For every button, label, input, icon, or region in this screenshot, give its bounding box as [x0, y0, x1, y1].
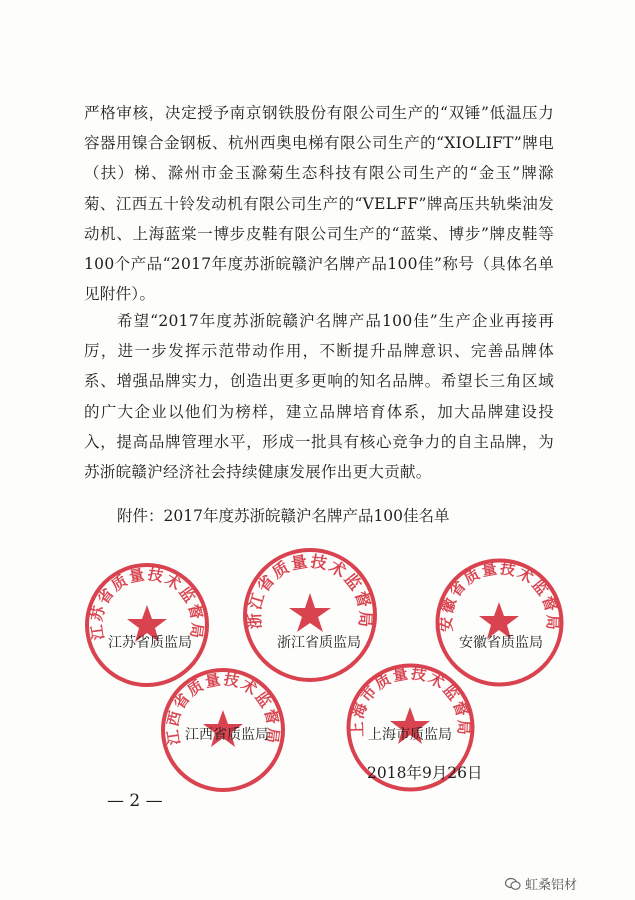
seal-text: 江西省质量技术监督局	[163, 670, 283, 747]
anhui-bureau-label: 安徽省质监局	[459, 635, 543, 651]
seal-text: 上海市质量技术监督局	[348, 664, 473, 738]
zhejiang-bureau-label: 浙江省质监局	[277, 635, 361, 651]
watermark-text: 虹桑铝材	[525, 878, 578, 893]
page-number: — 2 —	[107, 791, 163, 811]
seal-text: 江苏省质量技术监督局	[87, 565, 207, 642]
attachment-note: 附件：2017年度苏浙皖赣沪名牌产品100佳名单	[117, 507, 450, 525]
body-paragraph-1: 严格审核，决定授予南京钢铁股份有限公司生产的“双锤”低温压力容器用镍合金钢板、杭州西奥电梯有限公司生产的“XIOLIFT”牌电（扶）梯、滁州市金玉滁菊生态科技有限公司生产的“金玉”牌滁菊、江西五十铃发动机有限公司生产的“VELFF”牌高压共轨柴油发动机、上海蓝棠一博步皮鞋有限公司生产的“蓝棠、博步”牌皮鞋等100个产品“2017年度苏浙皖赣沪名牌产品100佳”称号（具体名单见附件）。	[84, 104, 554, 304]
jiangxi-bureau-label: 江西省质监局	[185, 727, 269, 743]
seal-text: 安徽省质量技术监督局	[437, 559, 562, 633]
issue-date: 2018年9月26日	[367, 764, 483, 782]
body-paragraph-2: 希望“2017年度苏浙皖赣沪名牌产品100佳”生产企业再接再厉，进一步发挥示范带动作用，不断提升品牌意识、完善品牌体系、增强品牌实力，创造出更多更响的知名品牌。希望长三角区域的广大企业以他们为榜样，建立品牌培育体系，加大品牌建设投入，提高品牌管理水平，形成一批具有核心竞争力的自主品牌，为苏浙皖赣沪经济社会持续健康发展作出更大贡献。	[84, 312, 554, 482]
jiangsu-bureau-label: 江苏省质监局	[108, 635, 192, 651]
watermark	[505, 874, 577, 893]
seal-text: 浙江省质量技术监督局	[244, 551, 376, 630]
wechat-icon	[505, 877, 521, 891]
shanghai-bureau-label: 上海市质监局	[368, 727, 452, 743]
